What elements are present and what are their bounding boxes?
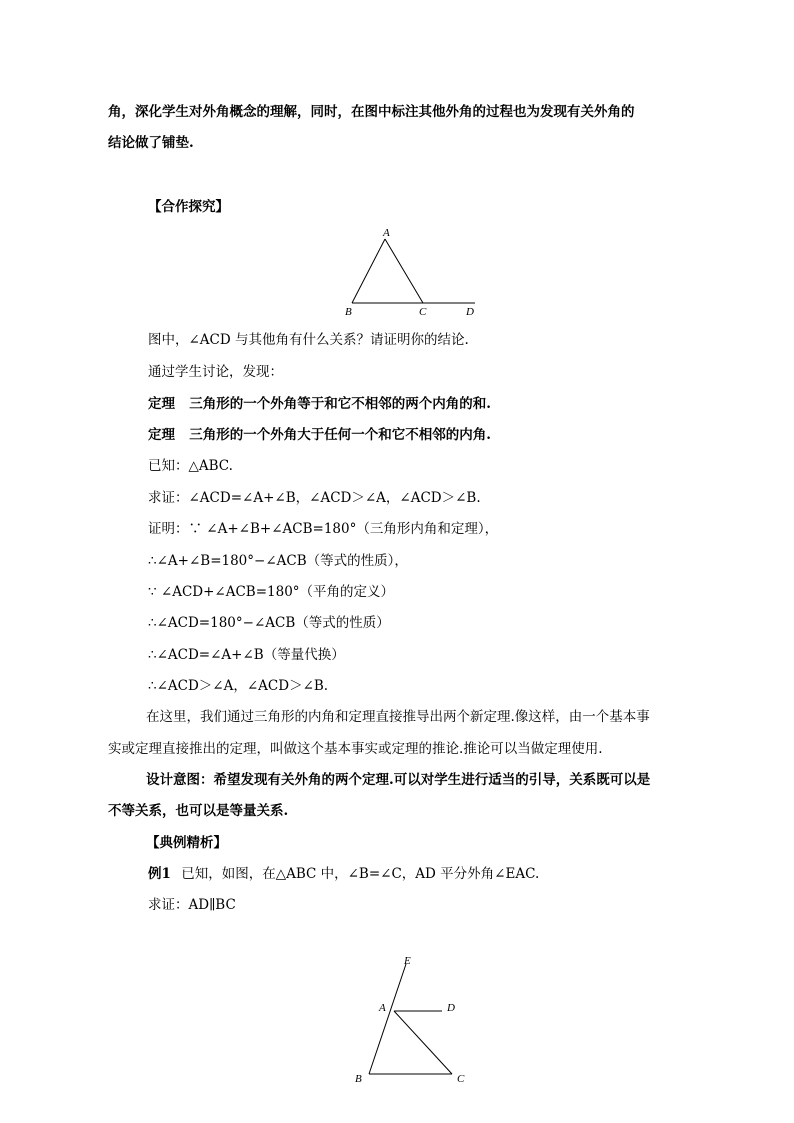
section-heading-cooperative-exploration: 【合作探究】 [148,199,229,215]
label-D: D [447,1002,455,1014]
proof-line-5: ∴∠ACD=∠A+∠B（等量代换） [148,647,345,663]
proof-line-3: ∵ ∠ACD+∠ACB=180°（平角的定义） [148,584,395,600]
label-B: B [345,306,352,318]
theorem-2 [148,426,491,444]
label-E: E [404,955,411,967]
design-intent-line-1: 设计意图：希望发现有关外角的两个定理.可以对学生进行适当的引导，关系既可以是 [146,772,651,788]
label-A: A [383,227,390,239]
section-heading-example-analysis: 【典例精析】 [146,835,227,851]
proof-line-1: 证明：∵ ∠A+∠B+∠ACB=180°（三角形内角和定理）， [148,521,499,537]
theorem-2-text: 三角形的一个外角大于任何一个和它不相邻的内角. [189,427,491,443]
intro-line-2: 结论做了铺垫. [108,135,194,151]
example-prove-text: 求证：AD∥BC [148,897,236,913]
theorem-1-text: 三角形的一个外角等于和它不相邻的两个内角的和. [189,396,491,412]
intro-line-1: 角，深化学生对外角概念的理解，同时，在图中标注其他外角的过程也为发现有关外角的 [108,104,635,120]
proof-line-6: ∴∠ACD＞∠A，∠ACD＞∠B. [148,678,329,694]
corollary-line-1: 在这里，我们通过三角形的内角和定理直接推导出两个新定理.像这样，由一个基本事 [146,709,650,725]
triangle-figure-2 [350,952,480,1088]
label-A: A [379,1002,386,1014]
question-text: 图中，∠ACD 与其他角有什么关系？请证明你的结论. [148,332,469,348]
triangle-figure-1 [340,226,490,320]
example-1-label: 例1 [148,866,171,882]
given-text: 已知：△ABC. [148,458,233,474]
design-intent-line-2: 不等关系，也可以是等量关系. [108,803,289,819]
label-C: C [457,1073,465,1085]
theorem-1-label: 定理 [148,396,175,412]
example-1-text: 已知，如图，在△ABC 中，∠B=∠C，AD 平分外角∠EAC. [181,866,540,882]
label-B: B [355,1073,362,1085]
label-C: C [419,306,427,318]
example-1 [148,865,539,883]
corollary-line-2: 实或定理直接推出的定理，叫做这个基本事实或定理的推论.推论可以当做定理使用. [108,741,603,757]
proof-line-2: ∴∠A+∠B=180°−∠ACB（等式的性质）， [148,553,408,569]
theorem-2-label: 定理 [148,427,175,443]
discussion-text: 通过学生讨论，发现： [148,364,283,380]
theorem-1 [148,395,491,413]
label-D: D [466,306,474,318]
prove-text: 求证：∠ACD=∠A+∠B，∠ACD＞∠A，∠ACD＞∠B. [148,490,481,506]
proof-line-4: ∴∠ACD=180°−∠ACB（等式的性质） [148,615,390,631]
